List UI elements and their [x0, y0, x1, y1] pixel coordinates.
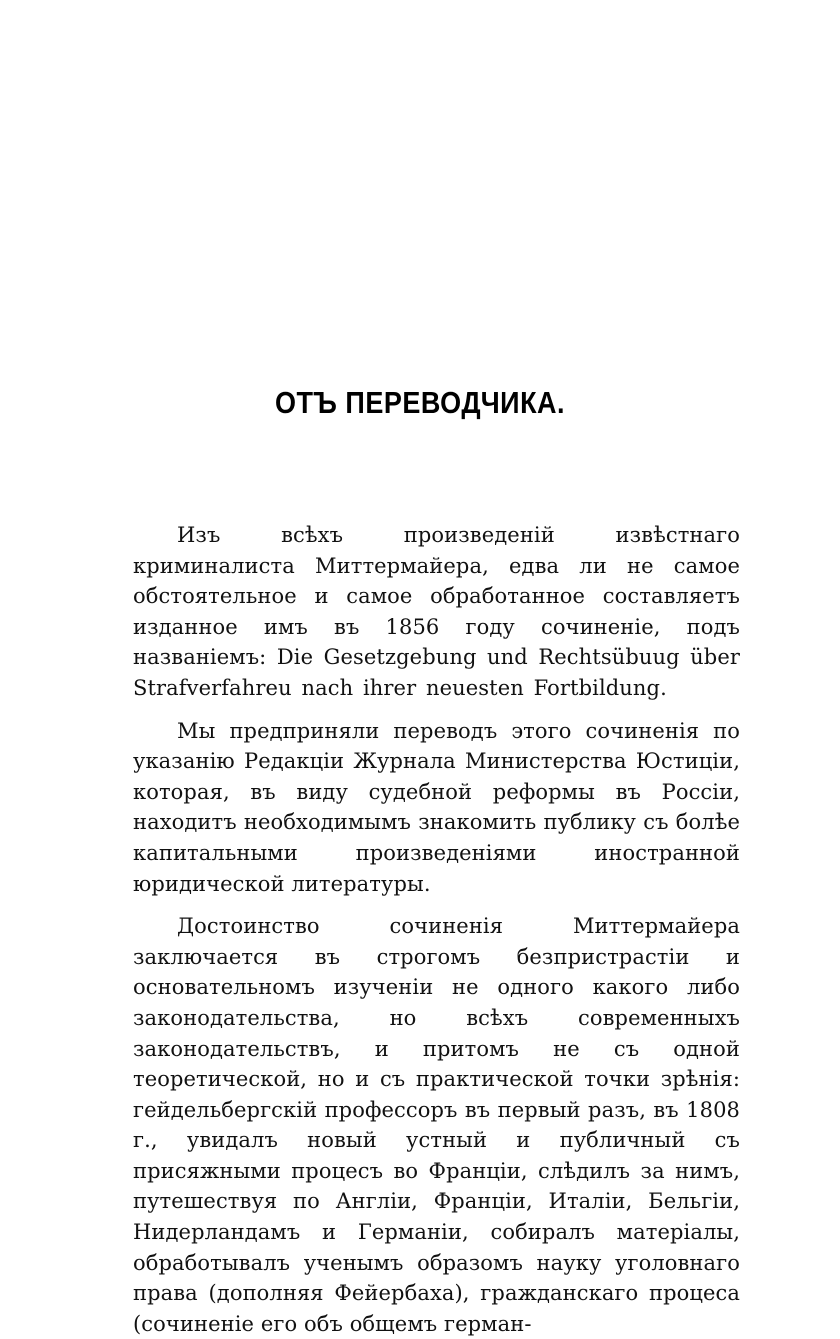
paragraph-2: Мы предприняли переводъ этого сочиненія по указанію Редакціи Журнала Министерства Юстиціи, которая, въ виду судебной реформы въ Россіи, находитъ необходимымъ знакомить публику съ болѣе капитальными произведеніями иностранной юридической литературы.: [133, 718, 740, 896]
page-title: ОТЪ ПЕРЕВОДЧИКА.: [274, 386, 566, 420]
body-text: [133, 520, 740, 1339]
paragraph-3: Достоинство сочиненія Миттермайера заключается въ строгомъ безпристрастіи и основательномъ изученіи не одного какого либо законодательства, но всѣхъ современныхъ законодательствъ, и притомъ не съ одной теоретической, но и съ практической точки зрѣнія: гейдельбергскій профессоръ въ первый разъ, въ 1808 г., увидалъ новый устный и публичный съ присяжными процесъ во Франціи, слѣдилъ за нимъ, путешествуя по Англіи, Франціи, Италіи, Бельгіи, Нидерландамъ и Германіи, собиралъ матеріалы, обработывалъ ученымъ образомъ науку уголовнаго права (дополняя Фейербаха), гражданскаго процеса (сочиненіе его объ общемъ герман-: [133, 914, 740, 1336]
paragraph-1: Изъ всѣхъ произведеній извѣстнаго криминалиста Миттермайера, едва ли не самое обстоятельное и самое обработанное составляетъ изданное имъ въ 1856 году сочиненіе, подъ названіемъ: Die Gesetzgebung und Rechtsübuug über Strafverfahreu nach ihrer neuesten Fortbildung.: [133, 523, 740, 700]
